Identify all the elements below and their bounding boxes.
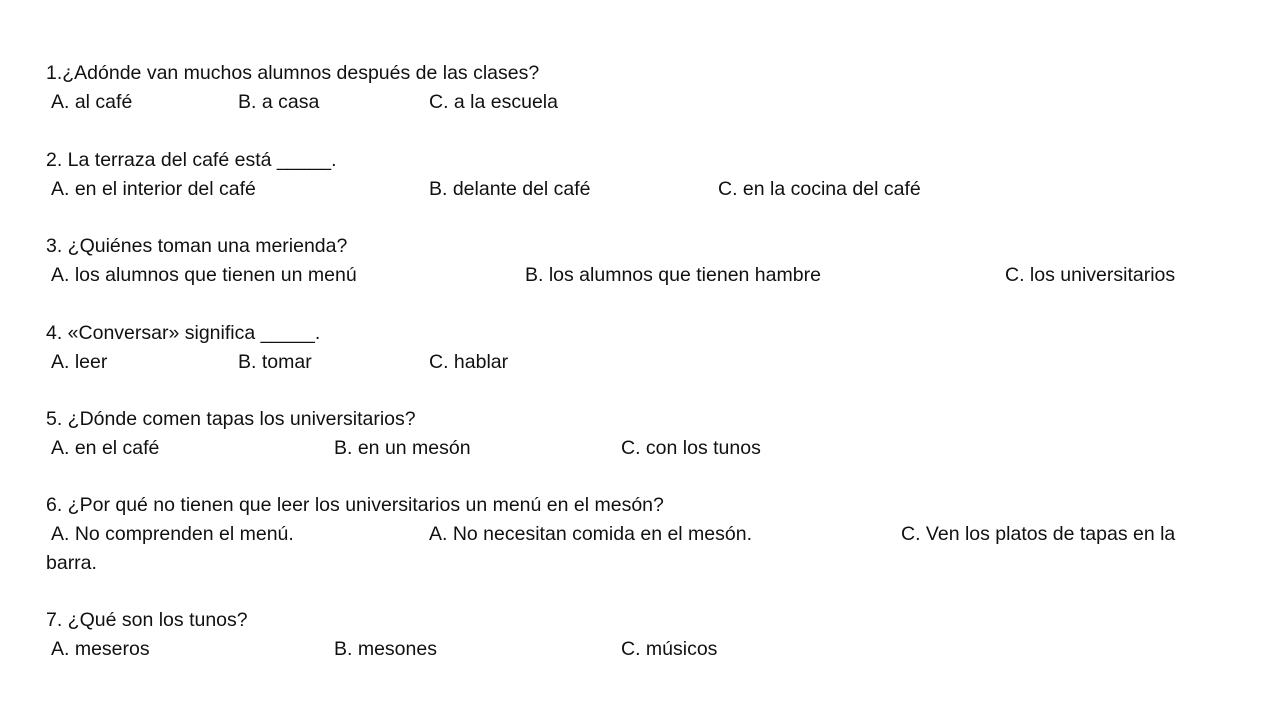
question-7-option-a: A. meseros bbox=[51, 638, 150, 660]
question-1-option-c: C. a la escuela bbox=[429, 91, 558, 113]
question-1-prompt: 1.¿Adónde van muchos alumnos después de las clases? bbox=[46, 62, 540, 84]
question-6-option-c: C. Ven los platos de tapas en la bbox=[901, 523, 1176, 545]
question-3-option-b: B. los alumnos que tienen hambre bbox=[525, 264, 821, 286]
question-5-option-b: B. en un mesón bbox=[334, 437, 471, 459]
question-6-option-a: A. No comprenden el menú. bbox=[51, 523, 294, 545]
question-3-prompt: 3. ¿Quiénes toman una merienda? bbox=[46, 235, 348, 257]
question-4-option-a: A. leer bbox=[51, 351, 108, 373]
question-5-prompt: 5. ¿Dónde comen tapas los universitarios? bbox=[46, 408, 416, 430]
question-5-option-c: C. con los tunos bbox=[621, 437, 761, 459]
question-6-prompt: 6. ¿Por qué no tienen que leer los universitarios un menú en el mesón? bbox=[46, 494, 664, 516]
question-1-option-b: B. a casa bbox=[238, 91, 320, 113]
question-2-option-c: C. en la cocina del café bbox=[718, 178, 921, 200]
question-4-option-b: B. tomar bbox=[238, 351, 312, 373]
question-1-option-a: A. al café bbox=[51, 91, 133, 113]
question-7-option-b: B. mesones bbox=[334, 638, 437, 660]
question-7-prompt: 7. ¿Qué son los tunos? bbox=[46, 609, 248, 631]
question-5-option-a: A. en el café bbox=[51, 437, 160, 459]
question-7-option-c: C. músicos bbox=[621, 638, 718, 660]
question-3-option-c: C. los universitarios bbox=[1005, 264, 1176, 286]
question-2-option-b: B. delante del café bbox=[429, 178, 591, 200]
question-4-prompt: 4. «Conversar» significa _____. bbox=[46, 322, 321, 344]
question-6-option-c-continuation: barra. bbox=[46, 552, 97, 574]
question-3-option-a: A. los alumnos que tienen un menú bbox=[51, 264, 357, 286]
question-2-option-a: A. en el interior del café bbox=[51, 178, 256, 200]
question-4-option-c: C. hablar bbox=[429, 351, 509, 373]
question-2-prompt: 2. La terraza del café está _____. bbox=[46, 149, 337, 171]
question-6-option-b: A. No necesitan comida en el mesón. bbox=[429, 523, 753, 545]
